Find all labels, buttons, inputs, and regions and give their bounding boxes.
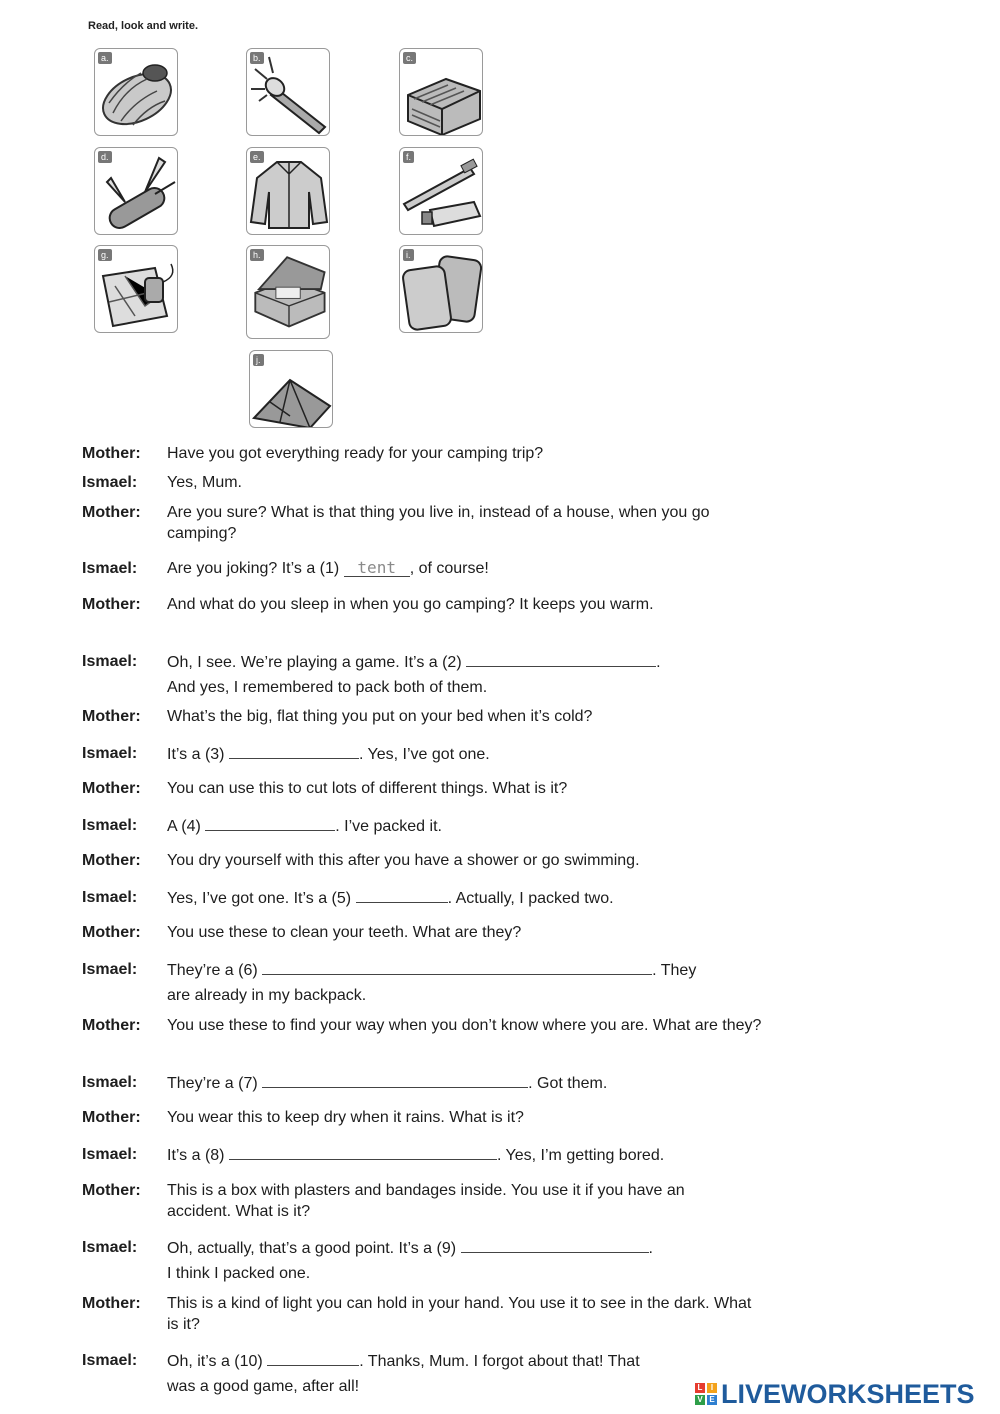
speaker: Ismael: (82, 1074, 138, 1091)
card-b (246, 48, 330, 136)
instructions: Read, look and write. (88, 20, 199, 32)
text-after: , of course! (409, 560, 489, 577)
line-text (167, 1237, 767, 1259)
line-text: You wear this to keep dry when it rains. What is it? (167, 1109, 524, 1126)
speaker: Ismael: (82, 1146, 138, 1163)
line-text (167, 1144, 767, 1166)
line-text-continued: And yes, I remembered to pack both of them. (167, 679, 488, 696)
speaker: Mother: (82, 504, 141, 521)
speaker: Mother: (82, 780, 141, 797)
card-a (94, 48, 178, 136)
logo-tile: E (707, 1395, 717, 1405)
text-before: A (4) (167, 818, 206, 835)
line-text (167, 1072, 767, 1094)
speaker: Ismael: (82, 889, 138, 906)
card-c (399, 48, 483, 136)
speaker: Ismael: (82, 817, 138, 834)
card-d (94, 147, 178, 235)
line-text: Have you got everything ready for your camping trip? (167, 445, 544, 462)
speaker: Mother: (82, 1017, 141, 1034)
speaker: Mother: (82, 852, 141, 869)
text-after: . (656, 654, 661, 671)
line-text: You use these to clean your teeth. What are they? (167, 924, 522, 941)
line-text: You can use this to cut lots of different things. What is it? (167, 780, 568, 797)
speaker: Mother: (82, 1295, 141, 1312)
logo-tile: V (695, 1395, 705, 1405)
answer-field-2[interactable] (466, 651, 656, 667)
card-g (94, 245, 178, 333)
text-before: Yes, I’ve got one. It’s a (5) (167, 890, 356, 907)
text-after: . Actually, I packed two. (447, 890, 614, 907)
liveworksheets-logo[interactable] (695, 1376, 975, 1412)
line-text (167, 558, 767, 579)
card-e (246, 147, 330, 235)
text-after: . Yes, I’ve got one. (358, 746, 490, 763)
card-i (399, 245, 483, 333)
logo-tiles (695, 1383, 717, 1405)
line-text: This is a kind of light you can hold in your hand. You use it to see in the dark. What is it? (167, 1295, 752, 1333)
text-before: Oh, it’s a (10) (167, 1353, 268, 1370)
text-after: . They (652, 962, 697, 979)
line-text-continued: was a good game, after all! (167, 1378, 360, 1395)
answer-field-5[interactable] (356, 887, 448, 903)
line-text: Yes, Mum. (167, 474, 242, 491)
text-before: Oh, I see. We’re playing a game. It’s a (2) (167, 654, 467, 671)
answer-field-8[interactable] (229, 1144, 497, 1160)
speaker: Ismael: (82, 1239, 138, 1256)
line-text-continued: I think I packed one. (167, 1265, 311, 1282)
answer-field-4[interactable] (205, 815, 335, 831)
card-label: f. (403, 151, 414, 163)
text-after: . Yes, I’m getting bored. (496, 1147, 665, 1164)
logo-tile: I (707, 1383, 717, 1393)
text-before: They’re a (7) (167, 1075, 263, 1092)
card-label: j. (253, 354, 264, 366)
text-after: . Thanks, Mum. I forgot about that! That (359, 1353, 640, 1370)
line-text: You use these to find your way when you don’t know where you are. What are they? (167, 1017, 762, 1034)
card-label: c. (403, 52, 416, 64)
speaker: Ismael: (82, 961, 138, 978)
logo-tile: L (695, 1383, 705, 1393)
card-label: e. (250, 151, 264, 163)
line-text: And what do you sleep in when you go camping? It keeps you warm. (167, 596, 654, 613)
answer-field-9[interactable] (461, 1237, 649, 1253)
line-text: This is a box with plasters and bandages inside. You use it if you have an accident. What is it? (167, 1182, 685, 1220)
speaker: Mother: (82, 1182, 141, 1199)
text-after: . Got them. (528, 1075, 608, 1092)
speaker: Ismael: (82, 474, 138, 491)
card-label: a. (98, 52, 112, 64)
logo-text: LIVEWORKSHEETS (721, 1378, 975, 1409)
card-label: h. (250, 249, 264, 261)
card-label: i. (403, 249, 414, 261)
speaker: Ismael: (82, 1352, 138, 1369)
text-after: . (648, 1240, 653, 1257)
card-label: g. (98, 249, 112, 261)
text-before: It’s a (8) (167, 1147, 229, 1164)
text-before: Are you joking? It’s a (1) (167, 560, 344, 577)
speaker: Mother: (82, 1109, 141, 1126)
speaker: Ismael: (82, 653, 138, 670)
text-after: . I’ve packed it. (335, 818, 442, 835)
card-j (249, 350, 333, 428)
answer-field-3[interactable] (229, 743, 359, 759)
card-h (246, 245, 330, 339)
speaker: Mother: (82, 924, 141, 941)
card-f (399, 147, 483, 235)
answer-field-7[interactable] (262, 1072, 528, 1088)
speaker: Ismael: (82, 560, 138, 577)
line-text (167, 887, 767, 909)
text-before: They’re a (6) (167, 962, 263, 979)
speaker: Mother: (82, 596, 141, 613)
answer-field-6[interactable] (262, 959, 652, 975)
answer-field-10[interactable] (267, 1350, 359, 1366)
answer-field-1[interactable]: tent (344, 560, 410, 577)
line-text: You dry yourself with this after you have a shower or go swimming. (167, 852, 640, 869)
line-text (167, 1350, 767, 1372)
line-text-continued: are already in my backpack. (167, 987, 367, 1004)
line-text (167, 959, 767, 981)
line-text: Are you sure? What is that thing you live in, instead of a house, when you go camping? (167, 504, 710, 542)
line-text (167, 651, 767, 673)
line-text (167, 743, 767, 765)
speaker: Mother: (82, 445, 141, 462)
line-text: What’s the big, flat thing you put on your bed when it’s cold? (167, 708, 593, 725)
text-before: Oh, actually, that’s a good point. It’s a (9) (167, 1240, 461, 1257)
card-label: b. (250, 52, 264, 64)
card-label: d. (98, 151, 112, 163)
speaker: Ismael: (82, 745, 138, 762)
text-before: It’s a (3) (167, 746, 229, 763)
line-text (167, 815, 767, 837)
speaker: Mother: (82, 708, 141, 725)
